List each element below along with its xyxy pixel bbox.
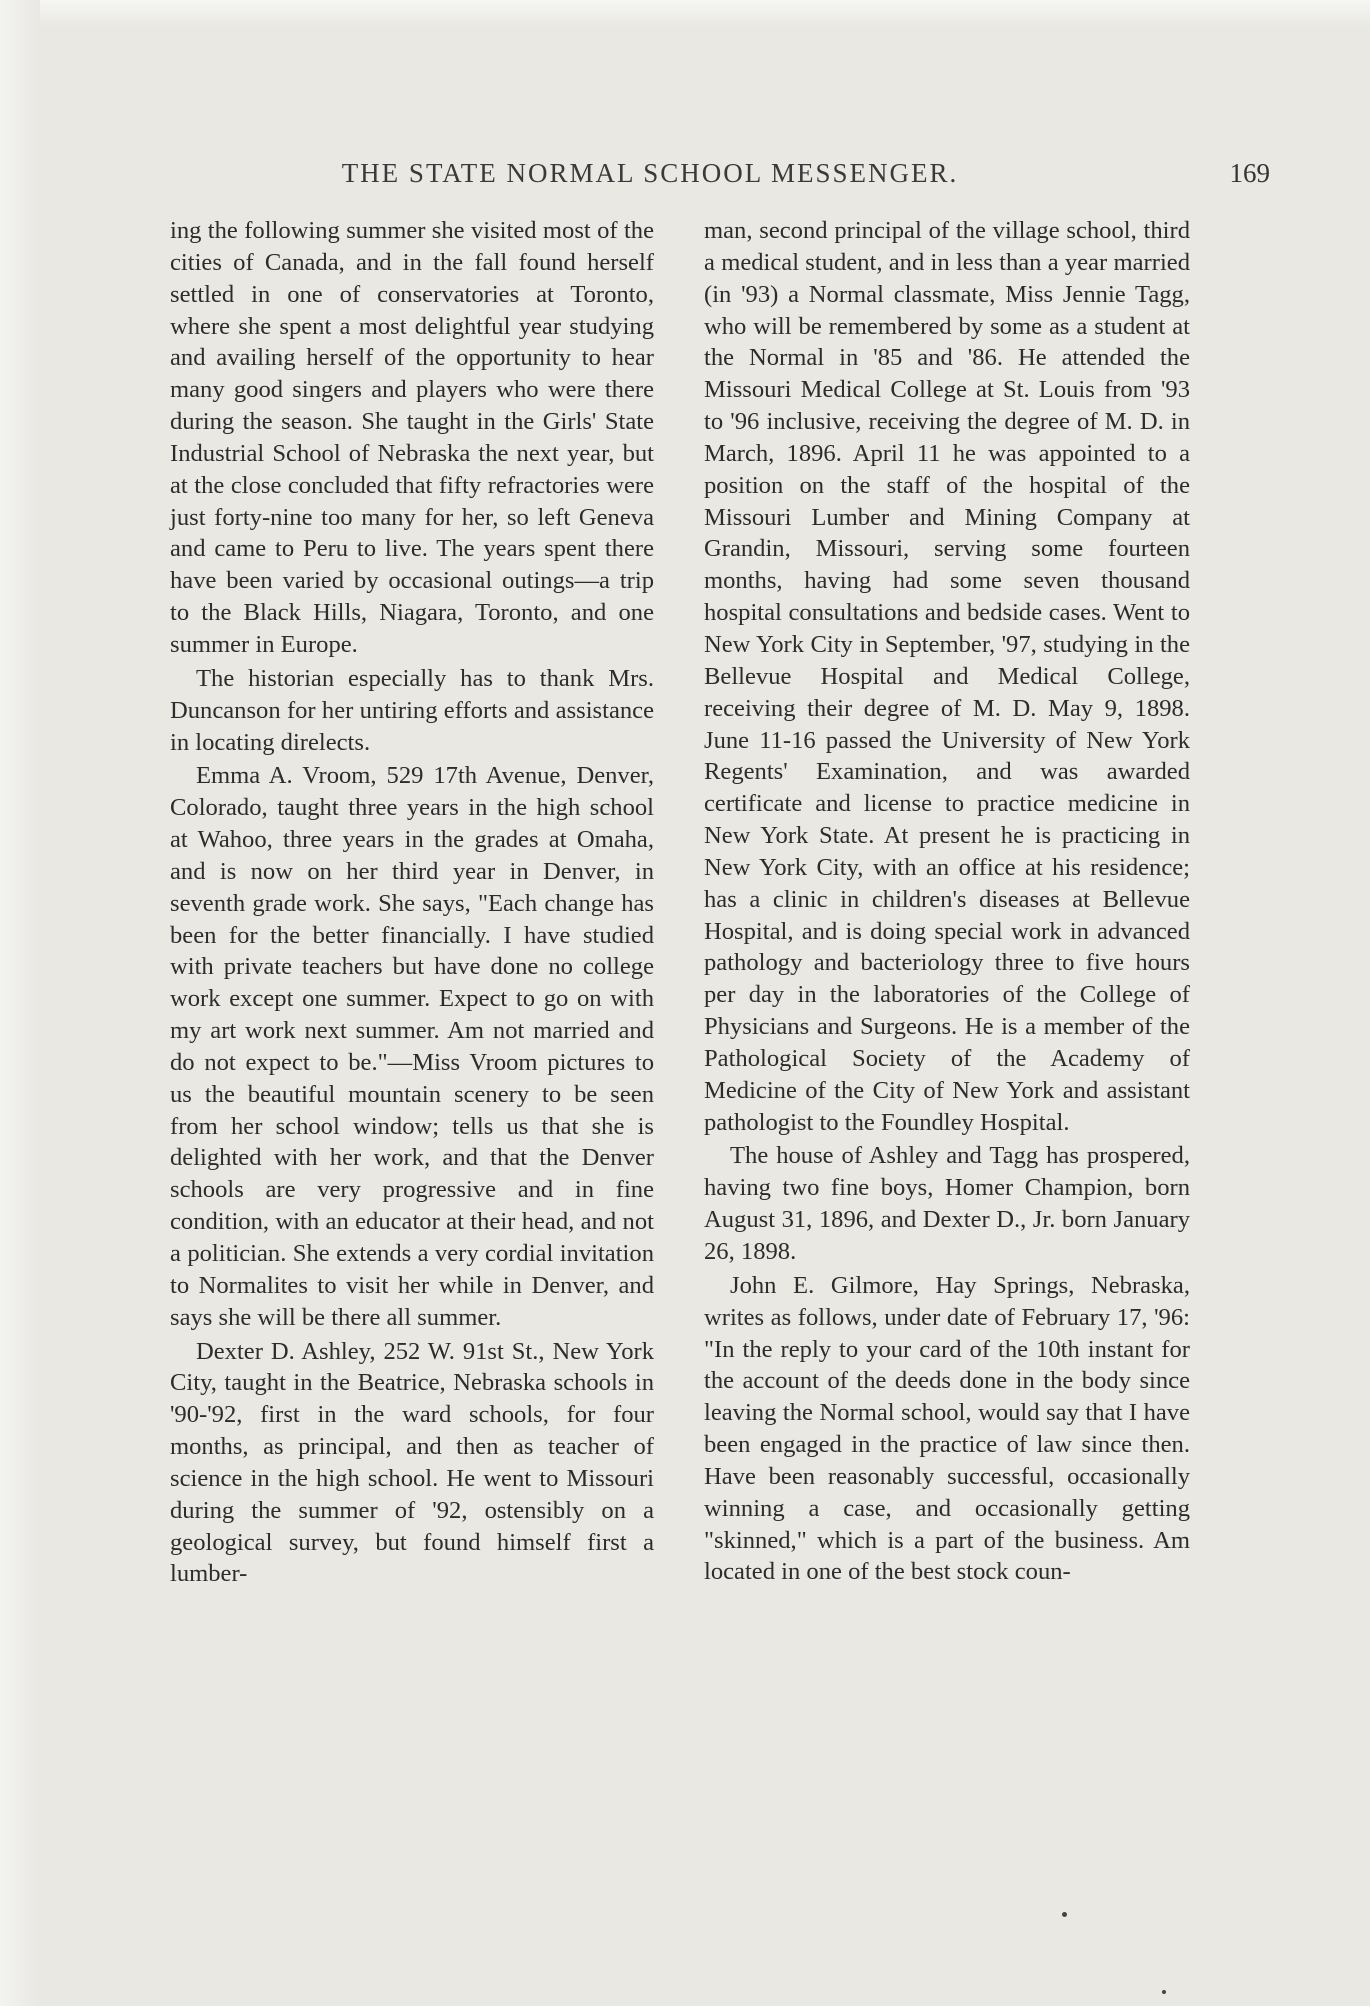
paragraph: man, second principal of the village school, third a medical student, and in less than a year married (in '93) a Normal classmate, Miss Jennie Tagg, who will be remembered by some as a student at the Normal in '85 and '86. He attended the Missouri Medical College at St. Louis from '93 to '96 inclusive, receiving the degree of M. D. in March, 1896. April 11 he was appointed to a position on the staff of the hospital of the Missouri Lumber and Mining Company at Grandin, Missouri, serving some fourteen months, having had some seven thousand hospital consultations and bedside cases. Went to New York City in September, '97, studying in the Bellevue Hospital and Medical College, receiving their degree of M. D. May 9, 1898. June 11-16 passed the University of New York Regents' Examination, and was awarded certificate and license to practice medicine in New York State. At present he is practicing in New York City, with an office at his residence; has a clinic in children's diseases at Bellevue Hospital, and is doing special work in advanced pathology and bacteriology three to five hours per day in the laboratories of the College of Physicians and Surgeons. He is a member of the Pathological Society of the Academy of Medicine of the City of New York and assistant pathologist to the Foundley Hospital. (704, 217, 1190, 1136)
running-head: THE STATE NORMAL SCHOOL MESSENGER. (341, 158, 959, 188)
page-number: 169 (1229, 158, 1270, 188)
paragraph: Emma A. Vroom, 529 17th Avenue, Denver, Colorado, taught three years in the high school at Wahoo, three years in the grades at Omaha, and is now on her third year in Denver, in seventh grade work. She says, "Each change has been for the better financially. I have studied with private teachers but have done no college work except one summer. Expect to go on with my art work next summer. Am not married and do not expect to be."—Miss Vroom pictures to us the beautiful mountain scenery to be seen from her school window; tells us that she is delighted with her work, and that the Denver schools are very progressive and in fine condition, with an educator at their head, and not a politician. She extends a very cordial invitation to Normalites to visit her while in Denver, and says she will be there all summer. (170, 762, 654, 1331)
paragraph: John E. Gilmore, Hay Springs, Nebraska, writes as follows, under date of February 17, '96: "In the reply to your card of the 10th instant for the account of the deeds done in the body since leaving the Normal school, would say that I have been engaged in the practice of law since then. Have been reasonably successful, occasionally winning a case, and occasionally getting "skinned," which is a part of the business. Am located in one of the best stock coun- (704, 1271, 1190, 1586)
page-header (150, 158, 1270, 198)
paragraph: The historian especially has to thank Mrs. Duncanson for her untiring efforts and assistance in locating direlects. (170, 664, 654, 756)
paragraph: ing the following summer she visited most of the cities of Canada, and in the fall found herself settled in one of conservatories at Toronto, where she spent a most delightful year studying and availing herself of the opportunity to hear many good singers and players who were there during the season. She taught in the Girls' State Industrial School of Nebraska the next year, but at the close concluded that fifty refractories were just forty-nine too many for her, so left Geneva and came to Peru to live. The years spent there have been varied by occasional outings—a trip to the Black Hills, Niagara, Toronto, and one summer in Europe. (170, 217, 654, 658)
paragraph: Dexter D. Ashley, 252 W. 91st St., New York City, taught in the Beatrice, Nebraska schools in '90-'92, first in the ward schools, for four months, as principal, and then as teacher of science in the high school. He went to Missouri during the summer of '92, ostensibly on a geological survey, but found himself first a lumber- (170, 1337, 654, 1588)
scan-edge (0, 0, 40, 2006)
paragraph: The house of Ashley and Tagg has prospered, having two fine boys, Homer Champion, born August 31, 1896, and Dexter D., Jr. born January 26, 1898. (704, 1142, 1190, 1265)
scan-speck (1062, 1912, 1067, 1917)
scan-edge (0, 0, 1370, 28)
left-column (170, 215, 654, 1590)
scan-speck (1162, 1990, 1166, 1994)
right-column (704, 215, 1190, 1588)
